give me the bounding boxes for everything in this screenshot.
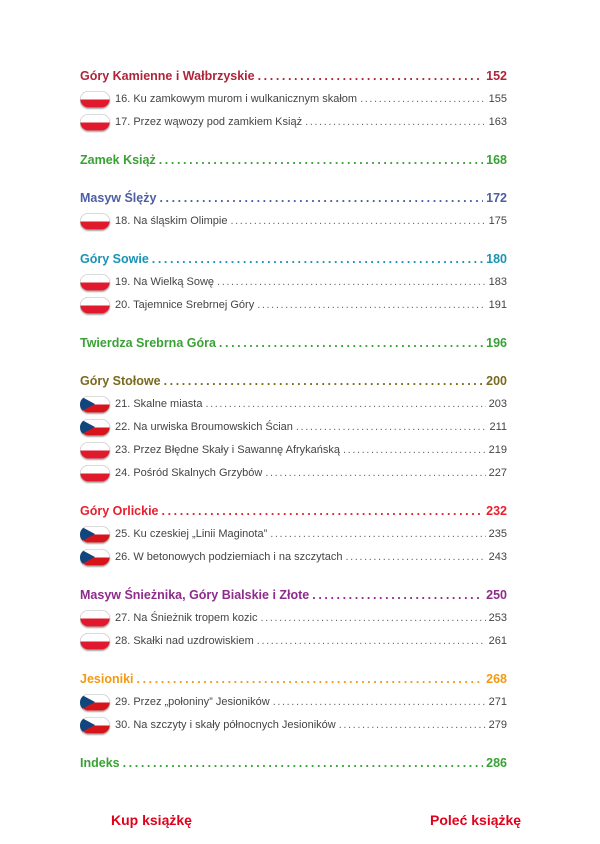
entry-page-number: 253: [488, 612, 507, 624]
toc-section: [80, 583, 507, 653]
entry-title: 24. Pośród Skalnych Grzybów: [115, 467, 263, 479]
entry-page-number: 235: [488, 528, 507, 540]
dot-leader: [339, 714, 486, 737]
section-title: Góry Orlickie: [80, 504, 159, 518]
dot-leader: [343, 439, 486, 462]
polish-flag-icon: [80, 610, 110, 627]
section-title: Twierdza Srebrna Góra: [80, 336, 216, 350]
czech-flag-icon: [80, 694, 110, 711]
toc-entry[interactable]: [80, 462, 507, 485]
section-page-number: 268: [486, 672, 507, 686]
dot-leader: [265, 462, 485, 485]
entry-title: 18. Na śląskim Olimpie: [115, 215, 228, 227]
section-page-number: 152: [486, 69, 507, 83]
entry-page-number: 175: [488, 215, 507, 227]
toc-section: [80, 247, 507, 317]
dot-leader: [159, 148, 483, 172]
czech-flag-icon: [80, 549, 110, 566]
entry-page-number: 211: [489, 421, 507, 433]
entry-page-number: 163: [488, 116, 507, 128]
section-title: Góry Kamienne i Wałbrzyskie: [80, 69, 255, 83]
recommend-book-link[interactable]: Poleć książkę: [430, 812, 522, 828]
toc-section: [80, 148, 507, 172]
entry-title: 16. Ku zamkowym murom i wulkanicznym skałom: [115, 93, 358, 105]
dot-leader: [257, 294, 485, 317]
toc-section: [80, 369, 507, 485]
table-of-contents: [80, 64, 507, 789]
section-page-number: 250: [486, 588, 507, 602]
section-heading[interactable]: [80, 751, 507, 775]
polish-flag-icon: [80, 465, 110, 482]
polish-flag-icon: [80, 633, 110, 650]
czech-flag-icon: [80, 717, 110, 734]
dot-leader: [360, 88, 486, 111]
dot-leader: [230, 210, 485, 233]
entry-title: 25. Ku czeskiej „Linii Maginota”: [115, 528, 268, 540]
entry-title: 30. Na szczyty i skały północnych Jesioników: [115, 719, 336, 731]
polish-flag-icon: [80, 274, 110, 291]
entry-title: 28. Skałki nad uzdrowiskiem: [115, 635, 254, 647]
czech-flag-icon: [80, 396, 110, 413]
entry-page-number: 227: [488, 467, 507, 479]
dot-leader: [219, 331, 483, 355]
toc-section: [80, 667, 507, 737]
entry-page-number: 219: [488, 444, 507, 456]
toc-entry[interactable]: [80, 523, 507, 546]
dot-leader: [162, 499, 484, 523]
section-heading[interactable]: [80, 331, 507, 355]
czech-flag-icon: [80, 526, 110, 543]
dot-leader: [258, 64, 484, 88]
section-title: Góry Stołowe: [80, 374, 161, 388]
entry-title: 21. Skalne miasta: [115, 398, 203, 410]
section-heading[interactable]: [80, 247, 507, 271]
dot-leader: [257, 630, 486, 653]
section-title: Góry Sowie: [80, 252, 149, 266]
section-page-number: 232: [486, 504, 507, 518]
polish-flag-icon: [80, 114, 110, 131]
dot-leader: [152, 247, 483, 271]
toc-entry[interactable]: [80, 271, 507, 294]
entry-page-number: 279: [488, 719, 507, 731]
polish-flag-icon: [80, 442, 110, 459]
toc-entry[interactable]: [80, 630, 507, 653]
polish-flag-icon: [80, 213, 110, 230]
toc-entry[interactable]: [80, 88, 507, 111]
entry-page-number: 261: [488, 635, 507, 647]
toc-section: [80, 751, 507, 775]
entry-title: 22. Na urwiska Broumowskich Ścian: [115, 421, 293, 433]
section-heading[interactable]: [80, 186, 507, 210]
buy-book-link[interactable]: Kup książkę: [111, 812, 192, 828]
toc-entry[interactable]: [80, 416, 507, 439]
section-page-number: 286: [486, 756, 507, 770]
section-title: Masyw Ślęży: [80, 191, 157, 205]
toc-entry[interactable]: [80, 714, 507, 737]
section-title: Jesioniki: [80, 672, 134, 686]
toc-entry[interactable]: [80, 393, 507, 416]
toc-section: [80, 186, 507, 233]
dot-leader: [345, 546, 485, 569]
section-page-number: 172: [486, 191, 507, 205]
polish-flag-icon: [80, 91, 110, 108]
section-title: Indeks: [80, 756, 120, 770]
section-heading[interactable]: [80, 369, 507, 393]
dot-leader: [159, 186, 483, 210]
dot-leader: [205, 393, 485, 416]
polish-flag-icon: [80, 297, 110, 314]
entry-title: 20. Tajemnice Srebrnej Góry: [115, 299, 255, 311]
section-page-number: 180: [486, 252, 507, 266]
entry-page-number: 183: [488, 276, 507, 288]
entry-page-number: 203: [488, 398, 507, 410]
dot-leader: [217, 271, 486, 294]
section-title: Masyw Śnieżnika, Góry Bialskie i Złote: [80, 588, 310, 602]
section-page-number: 168: [486, 153, 507, 167]
toc-entry[interactable]: [80, 439, 507, 462]
section-page-number: 200: [486, 374, 507, 388]
entry-page-number: 271: [488, 696, 507, 708]
dot-leader: [296, 416, 487, 439]
dot-leader: [270, 523, 485, 546]
toc-entry[interactable]: [80, 546, 507, 569]
section-title: Zamek Książ: [80, 153, 156, 167]
czech-flag-icon: [80, 419, 110, 436]
entry-title: 19. Na Wielką Sowę: [115, 276, 215, 288]
dot-leader: [137, 667, 484, 691]
dot-leader: [312, 583, 483, 607]
toc-entry[interactable]: [80, 210, 507, 233]
toc-section: [80, 64, 507, 134]
section-page-number: 196: [486, 336, 507, 350]
entry-title: 23. Przez Błędne Skały i Sawannę Afrykańską: [115, 444, 341, 456]
toc-entry[interactable]: [80, 294, 507, 317]
dot-leader: [273, 691, 486, 714]
entry-title: 27. Na Śnieżnik tropem kozic: [115, 612, 258, 624]
toc-section: [80, 331, 507, 355]
entry-title: 26. W betonowych podziemiach i na szczytach: [115, 551, 343, 563]
dot-leader: [164, 369, 484, 393]
section-heading[interactable]: [80, 148, 507, 172]
section-heading[interactable]: [80, 64, 507, 88]
toc-entry[interactable]: [80, 691, 507, 714]
section-heading[interactable]: [80, 583, 507, 607]
section-heading[interactable]: [80, 499, 507, 523]
entry-page-number: 243: [488, 551, 507, 563]
toc-entry[interactable]: [80, 111, 507, 134]
toc-entry[interactable]: [80, 607, 507, 630]
toc-section: [80, 499, 507, 569]
entry-title: 17. Przez wąwozy pod zamkiem Książ: [115, 116, 303, 128]
dot-leader: [123, 751, 484, 775]
section-heading[interactable]: [80, 667, 507, 691]
dot-leader: [305, 111, 486, 134]
entry-title: 29. Przez „połoniny” Jesioników: [115, 696, 270, 708]
entry-page-number: 155: [488, 93, 507, 105]
dot-leader: [260, 607, 485, 630]
entry-page-number: 191: [488, 299, 507, 311]
